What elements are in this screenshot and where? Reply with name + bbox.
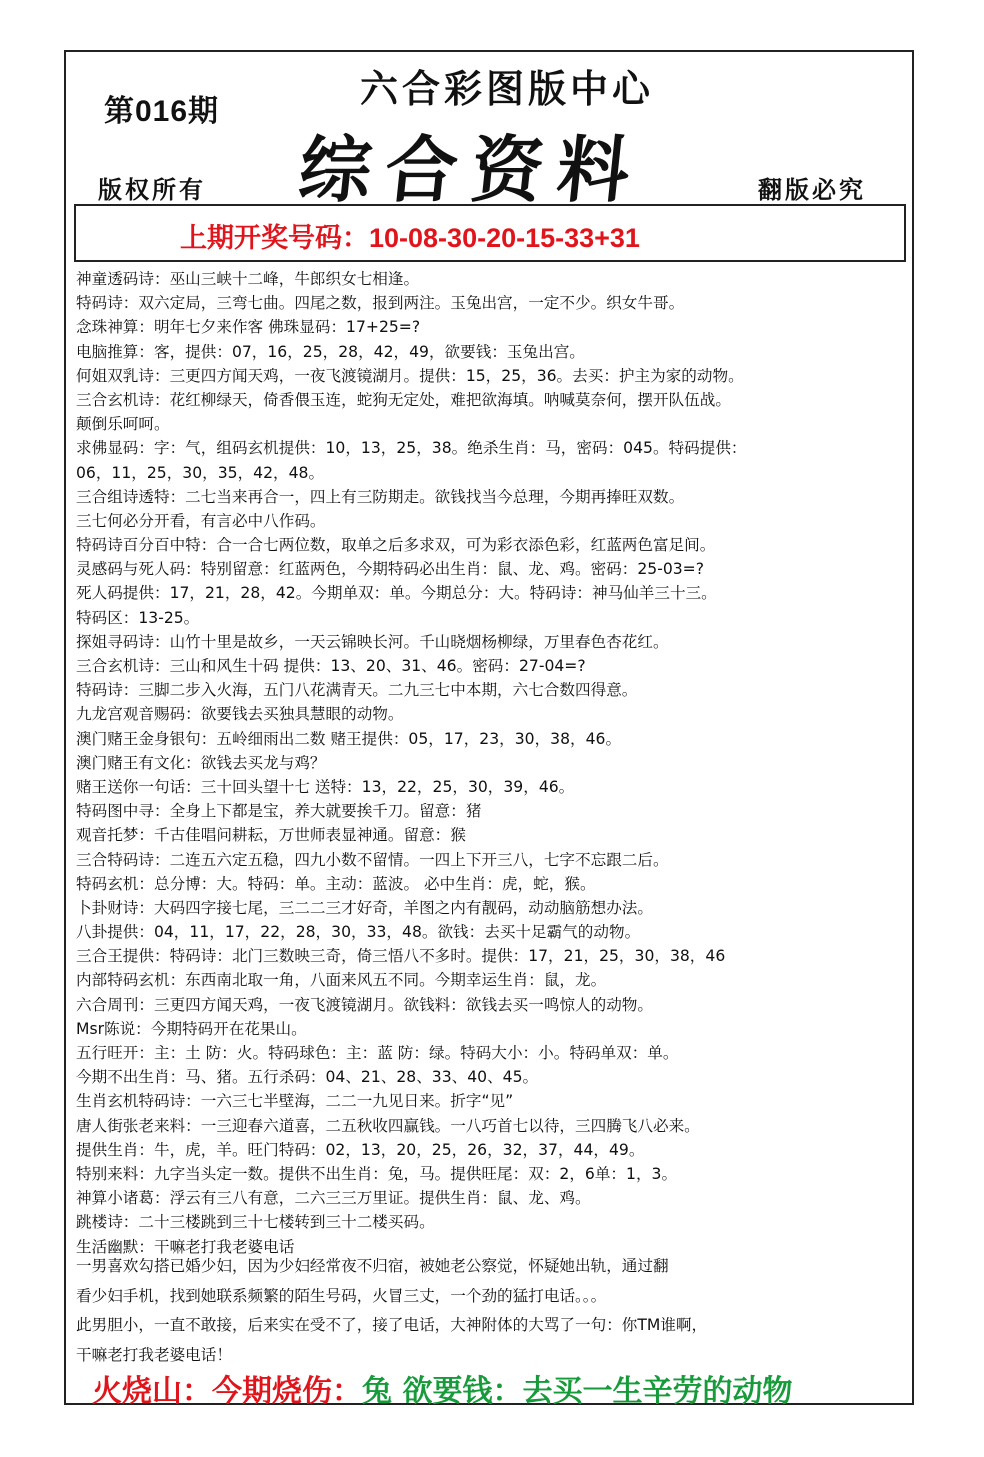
info-line: 特码玄机：总分博：大。特码：单。主动：蓝波。 必中生肖：虎，蛇，猴。: [76, 874, 596, 893]
issue-number: 第016期: [104, 95, 220, 128]
info-line: 赌王送你一句话：三十回头望十七 送特：13，22，25，30，39，46。: [76, 777, 575, 796]
info-line: 神童透码诗：巫山三峡十二峰，牛郎织女七相逢。: [76, 270, 420, 288]
info-line: 特码区：13-25。: [76, 608, 200, 627]
info-line: 卜卦财诗：大码四字接七尾，三二二三才好奇，羊图之内有靓码，动动脑筋想办法。: [76, 898, 653, 917]
info-line: 神算小诸葛：浮云有三八有意，二六三三万里证。提供生肖：鼠、龙、鸡。: [76, 1189, 591, 1208]
info-line: 念珠神算：明年七夕来作客 佛珠显码：17+25=?: [76, 318, 421, 337]
info-line: 澳门赌王有文化：欲钱去买龙与鸡？: [76, 753, 326, 772]
info-line: 三合玄机诗：三山和风生十码 提供：13、20、31、46。密码：27-04=?: [76, 657, 586, 675]
info-line: 电脑推算：客，提供：07，16，25，28，42，49，欲要钱：玉兔出宫。: [76, 342, 585, 361]
info-line: 灵感码与死人码：特别留意：红蓝两色，今期特码必出生肖：鼠、龙、鸡。密码：25-03=?: [76, 560, 705, 579]
story-line: 此男胆小，一直不敢接，后来实在受不了，接了电话，大神附体的大骂了一句：你TM谁啊，: [76, 1316, 708, 1334]
info-line: 生肖玄机特码诗：一六三七半壁海，二二一九见日来。折字“见”: [76, 1092, 514, 1111]
info-line: 六合周刊：三更四方闻天鸡，一夜飞渡镜湖月。欲钱料：欲钱去买一鸣惊人的动物。: [76, 995, 653, 1014]
info-line: 特别来料：九字当头定一数。提供不出生肖：兔，马。提供旺尾：双：2，6单：1，3。: [76, 1164, 678, 1183]
story-line: 看少妇手机，找到她联系频繁的陌生号码，火冒三丈，一个劲的猛打电话。。。: [76, 1286, 607, 1305]
info-line: 求佛显码：字：气，组码玄机提供：10，13，25，38。绝杀生肖：马，密码：045。特码提供：: [76, 439, 747, 458]
copyright-right-note: 翻版必究: [758, 175, 866, 204]
info-line: 唐人街张老来料：一三迎春六道喜，二五秋收四赢钱。一八巧首七以待，三四腾飞八必来。: [76, 1116, 700, 1135]
info-line: 内部特码玄机：东西南北取一角，八面来风五不同。今期幸运生肖：鼠，龙。: [76, 971, 607, 990]
info-line: 三合特码诗：二连五六定五稳，四九小数不留情。一四上下开三八，七字不忘跟二后。: [76, 850, 669, 869]
info-line: 三合玄机诗：花红柳绿天，倚香偎玉连，蛇狗无定处，难把欲海填。呐喊莫奈何，摆开队伍战。: [76, 390, 731, 409]
info-line: 澳门赌王金身银句：五岭细雨出二数 赌王提供：05，17，23，30，38，46。: [76, 729, 622, 748]
info-line: 06，11，25，30，35，42，48。: [76, 463, 325, 482]
info-line: 三七何必分开看，有言必中八作码。: [76, 511, 326, 530]
info-line: 三合组诗透特：二七当来再合一，四上有三防期走。欲钱找当今总理，今期再捧旺双数。: [76, 487, 685, 506]
center-title: 六合彩图版中心: [360, 66, 655, 111]
info-line: 跳楼诗：二十三楼跳到三十七楼转到三十二楼买码。: [76, 1213, 435, 1232]
info-lines: [76, 267, 906, 1259]
footer-part-1: 火烧山：今期烧伤：: [92, 1374, 362, 1409]
info-line: 九龙宫观音赐码：欲要钱去买独具慧眼的动物。: [76, 705, 404, 724]
info-line: 特码图中寻：全身上下都是宝，养大就要挨千刀。留意：猪: [76, 802, 482, 821]
info-line: 提供生肖：牛，虎，羊。旺门特码：02，13，20，25，26，32，37，44，49。: [76, 1140, 645, 1159]
info-line: 三合王提供：特码诗：北门三数映三奇，倚三悟八不多时。提供：17，21，25，30，38，46: [76, 947, 726, 966]
last-draw-result: 上期开奖号码：10-08-30-20-15-33+31: [180, 223, 640, 253]
info-line: 八卦提供：04，11，17，22，28，30，33，48。欲钱：去买十足霸气的动物。: [76, 923, 641, 942]
copyright-left-note: 版权所有: [98, 175, 206, 204]
info-line: 今期不出生肖：马、猪。五行杀码：04、21、28、33、40、45。: [76, 1068, 539, 1087]
story-line: 干嘛老打我老婆电话！: [76, 1345, 232, 1364]
info-line: 颠倒乐呵呵。: [76, 415, 170, 434]
info-line: 特码诗：双六定局，三弯七曲。四尾之数，报到两注。玉兔出宫，一定不少。织女牛哥。: [76, 294, 685, 313]
info-line: Msr陈说：今期特码开在花果山。: [76, 1019, 307, 1038]
footer-part-3: 欲要钱：去买一生辛劳的动物: [402, 1374, 793, 1409]
main-title: 综合资料: [294, 127, 648, 212]
story-line: 一男喜欢勾搭已婚少妇，因为少妇经常夜不归宿，被她老公察觉，怀疑她出轨，通过翻: [76, 1257, 669, 1275]
info-line: 五行旺开：主：土 防：火。特码球色：主：蓝 防：绿。特码大小：小。特码单双：单。: [76, 1044, 679, 1062]
info-line: 观音托梦：千古佳唱问耕耘，万世师表显神通。留意：猴: [76, 826, 466, 845]
info-line: 生活幽默：干嘛老打我老婆电话: [76, 1237, 295, 1256]
info-line: 死人码提供：17，21，28，42。今期单双：单。今期总分：大。特码诗：神马仙羊三十三。: [76, 584, 717, 603]
footer-banner: [92, 1366, 792, 1410]
info-line: 探姐寻码诗：山竹十里是故乡，一天云锦映长河。千山晓烟杨柳绿，万里春色杏花红。: [76, 632, 669, 651]
info-line: 特码诗百分百中特：合一合七两位数，取单之后多求双，可为彩衣添色彩，红蓝两色富足间。: [76, 536, 716, 555]
info-line: 特码诗：三脚二步入火海，五门八花满青天。二九三七中本期，六七合数四得意。: [76, 681, 638, 700]
info-line: 何姐双乳诗：三更四方闻天鸡，一夜飞渡镜湖月。提供：15，25，36。去买：护主为家的动物。: [76, 366, 744, 385]
footer-part-2: 兔: [362, 1374, 392, 1409]
humor-story: [76, 1252, 906, 1370]
